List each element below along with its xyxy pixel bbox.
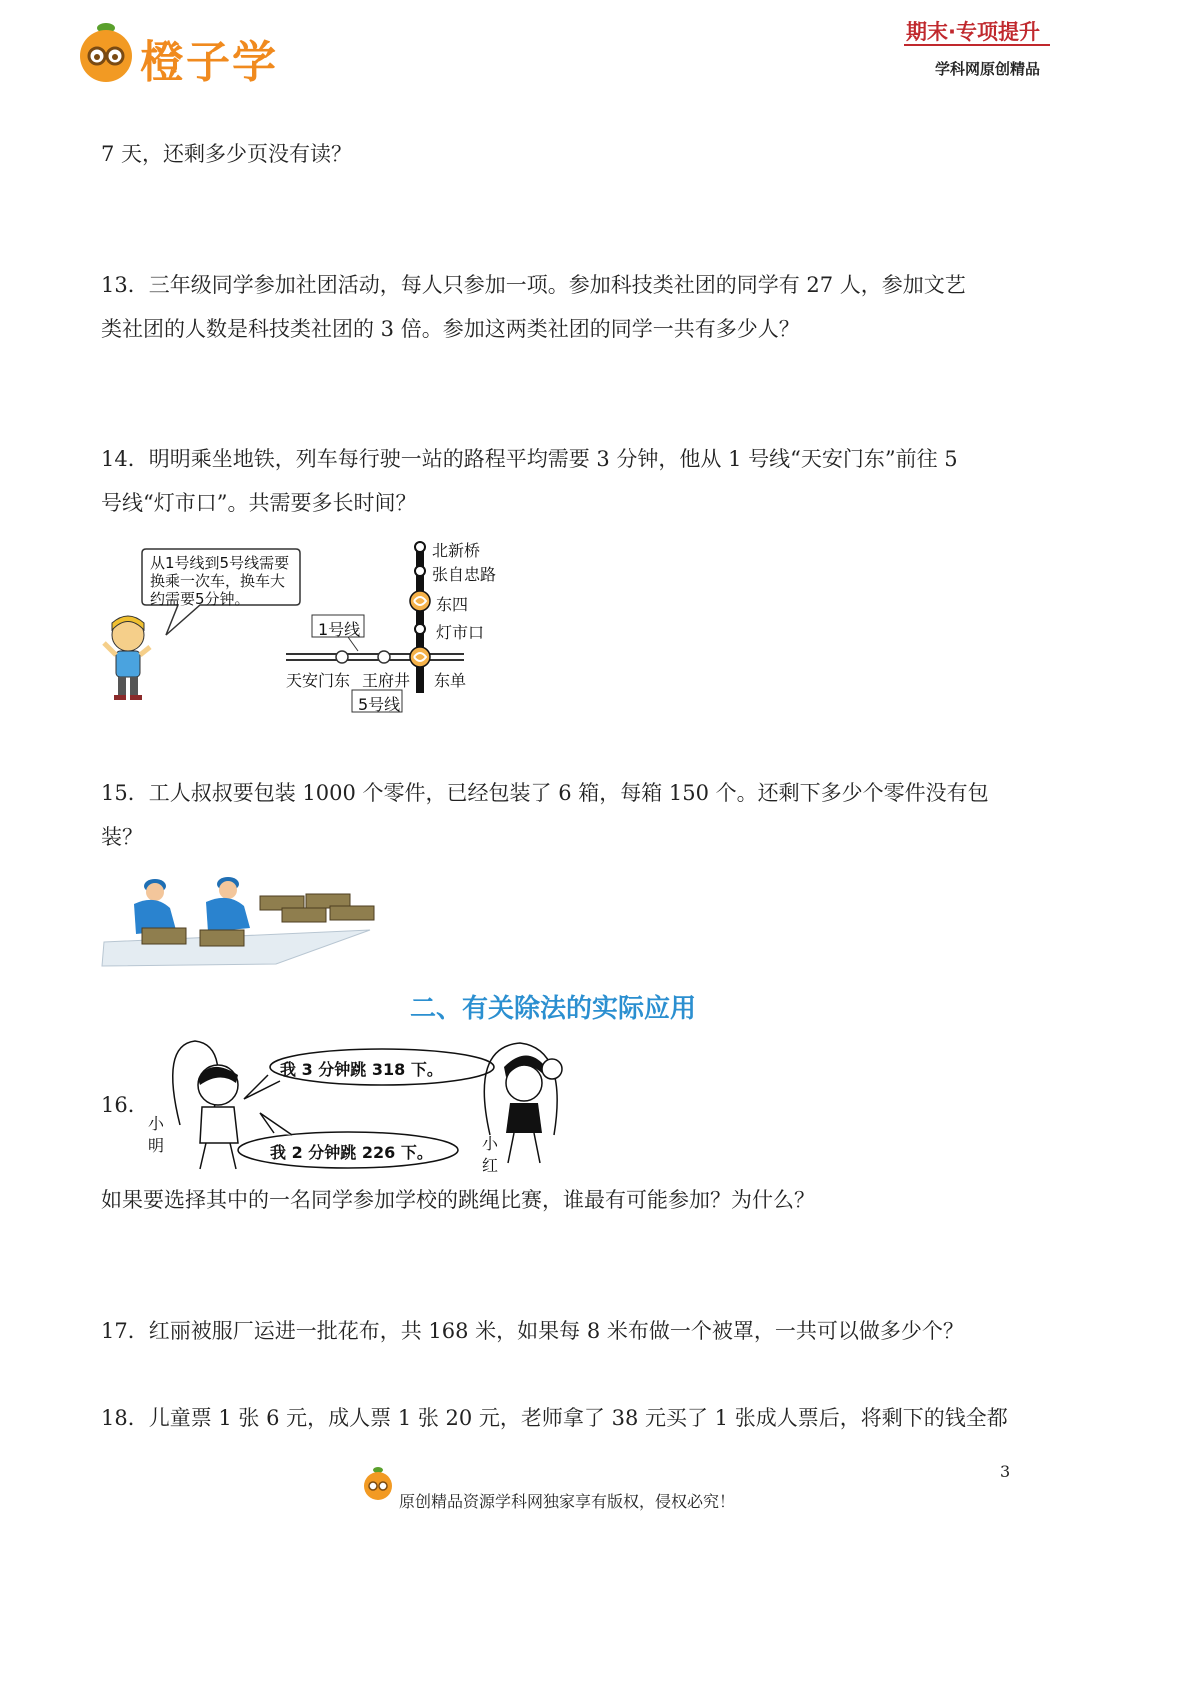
jump-rope-figure [140, 1035, 580, 1180]
station-zhangzizhonglu: 张自忠路 [432, 565, 497, 584]
orange-logo-icon [76, 20, 136, 84]
subway-bubble-line1: 从1号线到5号线需要 [150, 554, 290, 572]
station-dongdan: 东单 [434, 671, 467, 690]
q13-line1: 13．三年级同学参加社团活动，每人只参加一项。参加科技类社团的同学有 27 人，参加文艺 [101, 273, 966, 297]
subway-bubble-line2: 换乘一次车，换车大 [150, 572, 286, 590]
q14-line2: 号线“灯市口”。共需要多长时间？ [101, 491, 417, 515]
q18-line1: 18．儿童票 1 张 6 元，成人票 1 张 20 元，老师拿了 38 元买了 1 张成人票后，将剩下的钱全都 [101, 1406, 1008, 1430]
footer-orange-icon [361, 1465, 395, 1501]
name-xiaoming-2: 明 [148, 1136, 165, 1155]
section-title: 二、有关除法的实际应用 [410, 994, 697, 1024]
worker-icon [200, 877, 250, 946]
logo-text: 橙子学 [140, 37, 278, 88]
q12-continuation: 7 天，还剩多少页没有读？ [101, 142, 353, 166]
header-red-divider [904, 44, 1050, 46]
station-dengshikou: 灯市口 [436, 623, 485, 642]
q13-line2: 类社团的人数是科技类社团的 3 倍。参加这两类社团的同学一共有多少人？ [101, 317, 800, 341]
q17: 17．红丽被服厂运进一批花布，共 168 米，如果每 8 米布做一个被罩，一共可以做多少个？ [101, 1319, 964, 1343]
header-logo [76, 18, 306, 88]
q16-question: 如果要选择其中的一名同学参加学校的跳绳比赛，谁最有可能参加？为什么？ [101, 1188, 815, 1212]
boy-figure-icon [104, 616, 150, 700]
q16-number: 16． [101, 1093, 149, 1117]
station-wangfujing: 王府井 [362, 671, 411, 690]
page-number: 3 [1000, 1462, 1011, 1481]
name-xiaohong-1: 小 [482, 1134, 499, 1153]
header-title-right: 期末·专项提升 [906, 20, 1040, 44]
footer-copyright: 原创精品资源学科网独家享有版权，侵权必究！ [399, 1492, 736, 1511]
workers-illustration [100, 868, 380, 968]
station-tiananmendong: 天安门东 [286, 671, 351, 690]
crates-icon [260, 894, 374, 922]
worker-icon [134, 879, 186, 944]
q14-line1: 14．明明乘坐地铁，列车每行驶一站的路程平均需要 3 分钟，他从 1 号线“天安门东”前往 5 [101, 447, 958, 471]
station-beixinqiao: 北新桥 [432, 541, 481, 560]
q15-line2: 装？ [101, 825, 143, 849]
bubble-xiaoming-text: 我 3 分钟跳 318 下。 [280, 1060, 443, 1079]
header-subtitle-right: 学科网原创精品 [935, 60, 1041, 78]
boy-jumping-icon [173, 1041, 238, 1169]
q15-line1: 15．工人叔叔要包装 1000 个零件，已经包装了 6 箱，每箱 150 个。还剩下多少个零件没有包 [101, 781, 989, 805]
line1-label: 1号线 [318, 620, 361, 639]
subway-bubble-line3: 约需要5分钟。 [150, 590, 250, 608]
name-xiaohong-2: 红 [482, 1156, 499, 1175]
subway-figure [100, 535, 520, 720]
bubble-xiaohong-text: 我 2 分钟跳 226 下。 [270, 1143, 433, 1162]
station-dongsi: 东四 [436, 595, 469, 614]
name-xiaoming-1: 小 [148, 1114, 165, 1133]
line5-label: 5号线 [358, 695, 401, 714]
